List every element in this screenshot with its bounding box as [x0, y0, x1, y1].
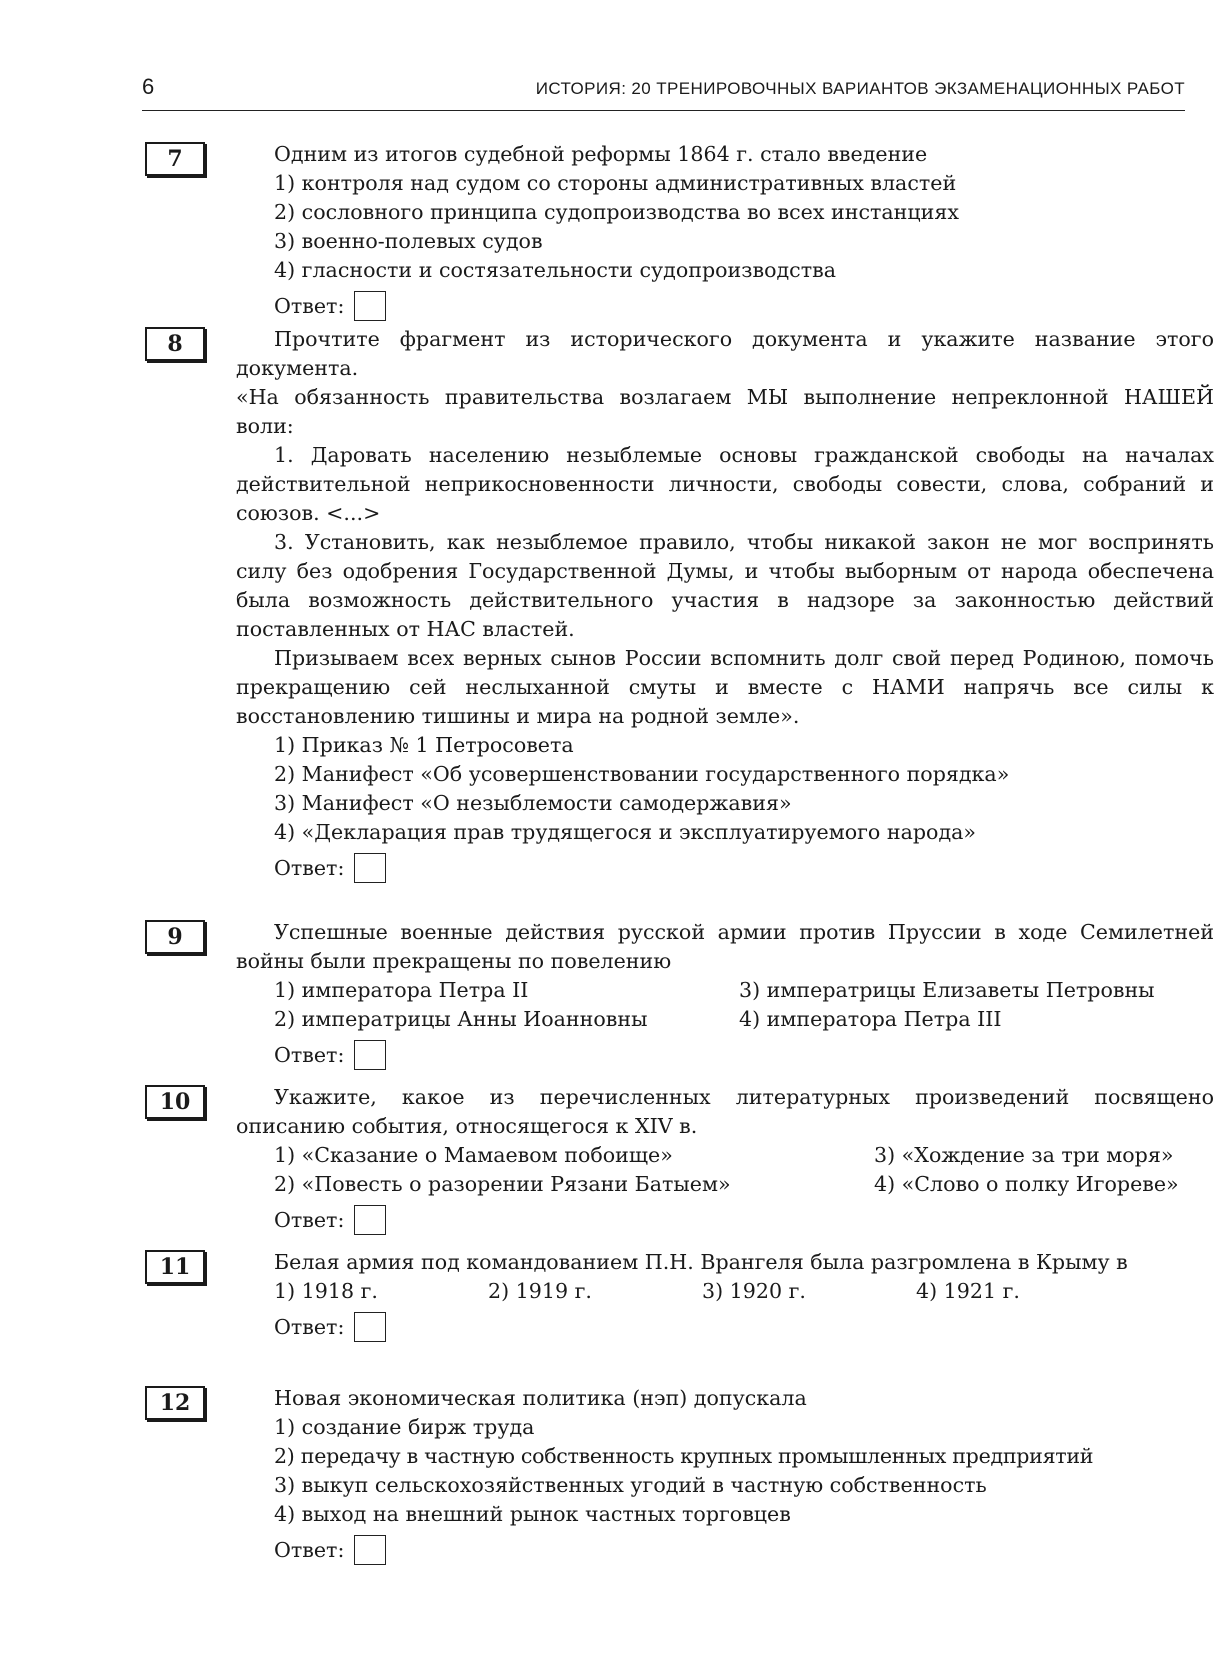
question-number: 10 — [145, 1085, 205, 1119]
answer-label: Ответ: — [274, 855, 345, 880]
document-quote-paragraph: 1. Даровать населению незыблемые основы гражданской свободы на началах действительной неприкосновенности личности, свободы совести, слова, собраний и союзов. <...> — [236, 443, 1214, 525]
option: 1) императора Петра II — [274, 978, 529, 1002]
question-stem: Белая армия под командованием П.Н. Врангеля была разгромлена в Крыму в — [274, 1250, 1128, 1274]
option: 3) императрицы Елизаветы Петровны — [739, 978, 1155, 1002]
document-quote-paragraph: 3. Установить, как незыблемое правило, чтобы никакой закон не мог воспринять силу без одобрения Государственной Думы, и чтобы выборным от народа обеспечена была возможность действительного участия в надзоре за законностью действий поставленных от НАС властей. — [236, 530, 1214, 641]
question-number: 9 — [145, 920, 205, 954]
answer-box[interactable] — [354, 1535, 386, 1565]
option: 3) «Хождение за три моря» — [874, 1143, 1174, 1167]
question-stem: Новая экономическая политика (нэп) допускала — [274, 1386, 807, 1410]
option: 3) военно-полевых судов — [274, 229, 543, 253]
answer-label: Ответ: — [274, 1207, 345, 1232]
option: 4) императора Петра III — [739, 1007, 1002, 1031]
answer-label: Ответ: — [274, 1042, 345, 1067]
question-number: 12 — [145, 1386, 205, 1420]
option: 4) 1921 г. — [916, 1279, 1020, 1303]
question-number: 11 — [145, 1250, 205, 1284]
option: 2) сословного принципа судопроизводства во всех инстанциях — [274, 200, 959, 224]
option: 4) «Слово о полку Игореве» — [874, 1172, 1179, 1196]
question-number: 7 — [145, 142, 205, 176]
page-number: 6 — [142, 74, 155, 99]
option: 1) «Сказание о Мамаевом побоище» — [274, 1143, 673, 1167]
header-divider — [142, 110, 1185, 111]
answer-box[interactable] — [354, 1205, 386, 1235]
option: 2) Манифест «Об усовершенствовании государственного порядка» — [274, 762, 1010, 786]
answer-box[interactable] — [354, 291, 386, 321]
answer-label: Ответ: — [274, 1314, 345, 1339]
answer-box[interactable] — [354, 1040, 386, 1070]
answer-row — [236, 1312, 1214, 1342]
question-stem: Укажите, какое из перечисленных литературных произведений посвящено описанию события, относящегося к XIV в. — [236, 1085, 1214, 1138]
question-stem: Одним из итогов судебной реформы 1864 г. стало введение — [274, 142, 928, 166]
option: 3) 1920 г. — [702, 1279, 806, 1303]
option: 4) «Декларация прав трудящегося и эксплуатируемого народа» — [274, 820, 977, 844]
answer-row — [236, 1535, 1214, 1565]
option: 1) 1918 г. — [274, 1279, 378, 1303]
option: 2) императрицы Анны Иоанновны — [274, 1007, 648, 1031]
answer-box[interactable] — [354, 1312, 386, 1342]
option: 3) Манифест «О незыблемости самодержавия» — [274, 791, 792, 815]
answer-row — [236, 853, 1214, 883]
document-quote-intro: «На обязанность правительства возлагаем МЫ выполнение непреклонной НАШЕЙ воли: — [236, 385, 1214, 438]
option: 3) выкуп сельскохозяйственных угодий в частную собственность — [274, 1473, 987, 1497]
option: 2) «Повесть о разорении Рязани Батыем» — [274, 1172, 731, 1196]
answer-label: Ответ: — [274, 1537, 345, 1562]
option: 4) гласности и состязательности судопроизводства — [274, 258, 836, 282]
answer-box[interactable] — [354, 853, 386, 883]
option: 2) 1919 г. — [488, 1279, 592, 1303]
question-number: 8 — [145, 327, 205, 361]
answer-row — [236, 1205, 1214, 1235]
option: 2) передачу в частную собственность крупных промышленных предприятий — [274, 1444, 1094, 1468]
option: 1) Приказ № 1 Петросовета — [274, 733, 574, 757]
option: 1) контроля над судом со стороны административных властей — [274, 171, 957, 195]
question-stem: Успешные военные действия русской армии против Пруссии в ходе Семилетней войны были прекращены по повелению — [236, 920, 1214, 973]
question-stem: Прочтите фрагмент из исторического документа и укажите название этого документа. — [236, 327, 1214, 380]
answer-row — [236, 291, 1214, 321]
answer-label: Ответ: — [274, 293, 345, 318]
option: 1) создание бирж труда — [274, 1415, 535, 1439]
document-quote-paragraph: Призываем всех верных сынов России вспомнить долг свой перед Родиною, помочь прекращению сей неслыханной смуты и вместе с НАМИ напрячь все силы к восстановлению тишины и мира на родной земле». — [236, 646, 1214, 728]
option: 4) выход на внешний рынок частных торговцев — [274, 1502, 791, 1526]
answer-row — [236, 1040, 1214, 1070]
running-title: ИСТОРИЯ: 20 ТРЕНИРОВОЧНЫХ ВАРИАНТОВ ЭКЗАМЕНАЦИОННЫХ РАБОТ — [535, 79, 1185, 98]
